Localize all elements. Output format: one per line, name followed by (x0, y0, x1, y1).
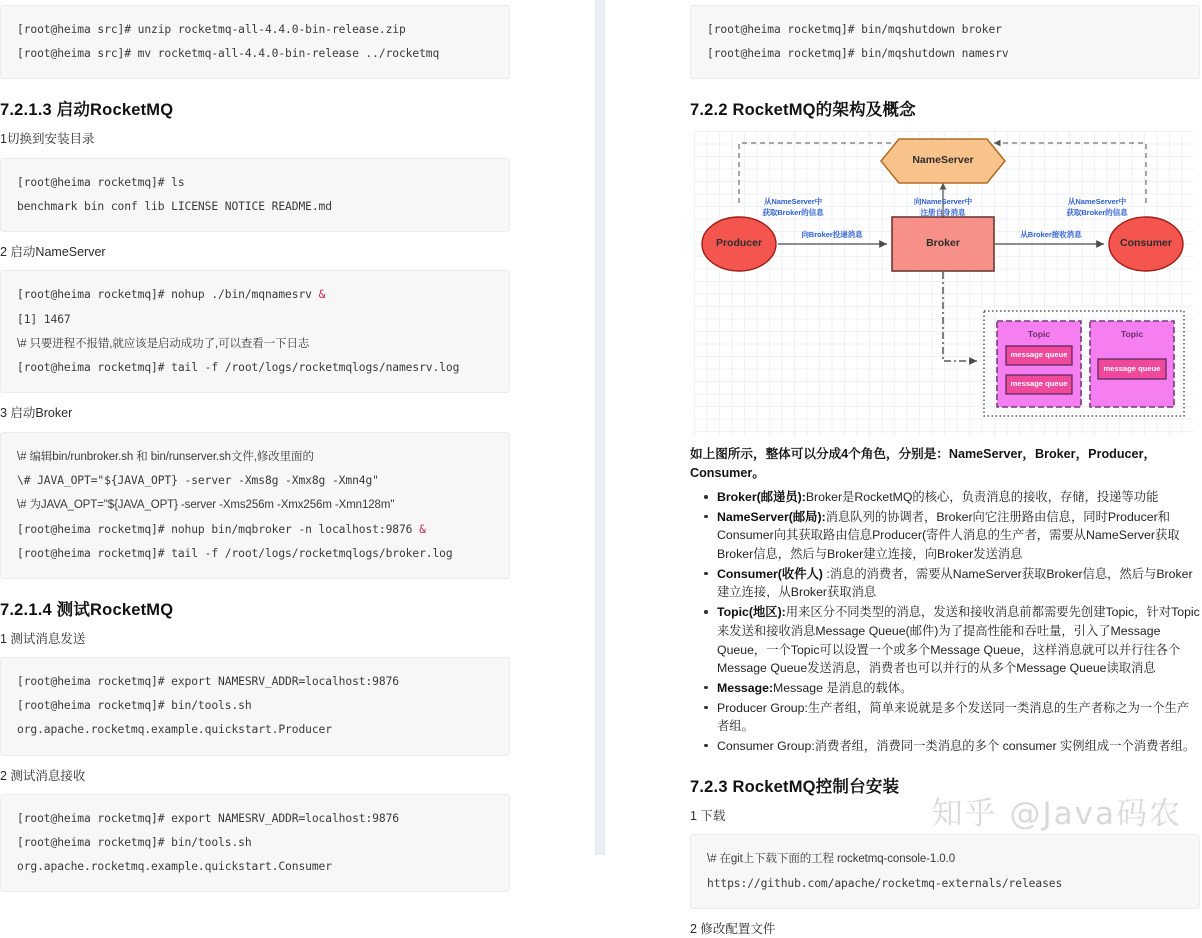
concept-term: Topic(地区): (717, 605, 786, 620)
concept-desc: 消费者组，消费同一类消息的多个 consumer 实例组成一个消费者组。 (814, 738, 1196, 753)
step-label-modify-config: 2 修改配置文件 (690, 921, 776, 936)
code-line: \# 只要进程不报错,就应该是启动成功了,可以查看一下日志 (17, 337, 310, 350)
arrow-broker-to-topics (943, 272, 977, 361)
step-label-test-send: 1 测试消息发送 (0, 631, 86, 646)
diagram-svg (694, 131, 1194, 436)
concept-term: Producer Group: (717, 700, 808, 715)
node-label-message-queue-1: message queue (1010, 350, 1068, 360)
concept-desc: 生产者组，简单来说就是多个发送同一类消息的生产者称之为一个生产者组。 (717, 700, 1190, 734)
concept-term: Consumer(收件人) (717, 566, 823, 581)
code-line: [root@heima rocketmq]# nohup ./bin/mqnamesrv & (17, 288, 326, 302)
code-line: [root@heima src]# unzip rocketmq-all-4.4.0-bin-release.zip (17, 23, 406, 36)
concepts-lead-text: 如上图所示，整体可以分成4个角色，分别是：NameServer，Broker，Producer，Consumer。 (690, 447, 1157, 481)
edge-label-broker-nameserver-line1: 向NameServer中 (913, 197, 973, 207)
ampersand-token: & (419, 522, 426, 536)
code-line: [root@heima rocketmq]# export NAMESRV_ADDR=localhost:9876 (17, 812, 399, 826)
list-item (717, 699, 1200, 736)
code-block-consumer-test (0, 794, 510, 892)
list-item (717, 679, 1200, 698)
column-divider (595, 0, 605, 855)
code-line: [root@heima rocketmq]# ls (17, 175, 185, 189)
step-label-switch-dir: 1切换到安装目录 (0, 132, 95, 147)
edge-label-producer-nameserver-line1: 从NameServer中 (763, 197, 823, 207)
list-item (717, 565, 1200, 602)
code-line: \# 在git上下载下面的工程 rocketmq-console-1.0.0 (707, 853, 955, 866)
code-line: benchmark bin conf lib LICENSE NOTICE README.md (17, 199, 332, 213)
ampersand-token: & (318, 288, 326, 302)
edge-label-consumer-nameserver-line2: 获取Broker的信息 (1066, 208, 1128, 218)
code-line: [root@heima rocketmq]# tail -f /root/logs/rocketmqlogs/broker.log (17, 546, 453, 560)
code-line: [root@heima rocketmq]# export NAMESRV_ADDR=localhost:9876 (17, 675, 399, 689)
code-line: [root@heima rocketmq]# bin/mqshutdown namesrv (707, 47, 1009, 61)
code-line: [root@heima rocketmq]# tail -f /root/logs/rocketmqlogs/namesrv.log (17, 361, 460, 375)
node-label-consumer: Consumer (1120, 237, 1172, 250)
code-line: [1] 1467 (17, 312, 71, 326)
code-line: [root@heima rocketmq]# bin/tools.sh (17, 699, 252, 713)
node-label-nameserver: NameServer (912, 154, 974, 167)
edge-label-consumer-nameserver-line1: 从NameServer中 (1067, 197, 1127, 207)
list-item (717, 737, 1200, 756)
code-line: \# JAVA_OPT="${JAVA_OPT} -server -Xms8g -Xmx8g -Xmn4g" (17, 474, 379, 488)
list-item (717, 488, 1200, 507)
code-line: \# 编辑bin/runbroker.sh 和 bin/runserver.sh文件,修改里面的 (17, 450, 314, 463)
concept-term: NameServer(邮局): (717, 509, 826, 524)
concept-term: Consumer Group: (717, 738, 815, 753)
edge-label-broker-nameserver-line2: 注册自身消息 (920, 208, 966, 218)
heading-7-2-1-3: 7.2.1.3 启动RocketMQ (0, 101, 174, 120)
edge-label-producer-broker: 向Broker投递消息 (801, 230, 863, 240)
step-label-start-broker: 3 启动Broker (0, 406, 73, 421)
step-label-download: 1 下载 (690, 808, 726, 823)
node-label-broker: Broker (926, 237, 960, 250)
code-line: \# 为JAVA_OPT="${JAVA_OPT} -server -Xms256m -Xmx256m -Xmn128m" (17, 499, 395, 512)
edge-label-broker-consumer: 从Broker接收消息 (1020, 230, 1082, 240)
node-label-producer: Producer (715, 237, 763, 250)
edge-label-producer-nameserver-line2: 获取Broker的信息 (762, 208, 824, 218)
heading-7-2-2: 7.2.2 RocketMQ的架构及概念 (690, 101, 916, 120)
code-line: https://github.com/apache/rocketmq-externals/releases (707, 876, 1063, 890)
concept-term: Message: (717, 680, 774, 695)
node-label-topic-1: Topic (1027, 329, 1051, 340)
code-block-producer-test (0, 657, 510, 755)
concept-desc: 消息队列的协调者，Broker向它注册路由信息，同时Producer和Consumer向其获取路由信息Producer(寄件人消息的生产者，需要从NameServer获取Broker信息，然后与Broker建立连接，向Broker发送消息 (717, 509, 1180, 562)
node-label-message-queue-3: message queue (1103, 364, 1161, 374)
code-line: [root@heima src]# mv rocketmq-all-4.4.0-bin-release ../rocketmq (17, 47, 440, 61)
list-item (717, 508, 1200, 564)
code-line: [root@heima rocketmq]# bin/tools.sh (17, 836, 252, 850)
node-label-message-queue-2: message queue (1010, 379, 1068, 389)
concept-desc: Message 是消息的载体。 (773, 680, 913, 695)
concepts-list (690, 488, 1200, 756)
code-block-nameserver (0, 270, 510, 393)
concept-term: Broker(邮递员): (717, 490, 806, 504)
arrow-consumer-to-nameserver (994, 143, 1146, 203)
step-label-test-receive: 2 测试消息接收 (0, 768, 86, 783)
site-watermark: 知乎 @Java码农 (931, 796, 1182, 832)
concept-desc: :消息的消费者，需要从NameServer获取Broker信息，然后与Broker建立连接，从Broker获取消息 (717, 566, 1193, 600)
heading-7-2-1-4: 7.2.1.4 测试RocketMQ (0, 600, 174, 619)
heading-7-2-3: 7.2.3 RocketMQ控制台安装 (690, 777, 900, 796)
code-block-ls (0, 158, 510, 232)
step-label-start-nameserver: 2 启动NameServer (0, 244, 106, 259)
code-block-unzip (0, 5, 510, 79)
code-block-shutdown (690, 5, 1200, 79)
right-page-column (605, 0, 1200, 936)
code-line: org.apache.rocketmq.example.quickstart.Producer (17, 723, 332, 737)
code-line: [root@heima rocketmq]# nohup bin/mqbroker -n localhost:9876 & (17, 522, 426, 536)
concept-desc: 用来区分不同类型的消息，发送和接收消息前都需要先创建Topic，针对Topic来发送和接收消息Message Queue(邮件)为了提高性能和吞吐量，引入了Message Queue，一个Topic可以设置一个或多个Message Queue，这样消息就可以并行往各个Message Queue发送消息，消费者也可以并行的从多个Message Queue读取消息 (717, 605, 1200, 676)
code-line: org.apache.rocketmq.example.quickstart.Consumer (17, 860, 332, 874)
rocketmq-architecture-diagram (694, 131, 1194, 436)
code-block-broker (0, 432, 510, 579)
list-item (717, 603, 1200, 678)
code-block-console-download (690, 834, 1200, 908)
concept-desc: Broker是RocketMQ的核心，负责消息的接收，存储，投递等功能 (805, 490, 1159, 504)
left-page-column (0, 0, 595, 874)
code-line: [root@heima rocketmq]# bin/mqshutdown broker (707, 23, 1002, 36)
node-label-topic-2: Topic (1120, 329, 1144, 340)
